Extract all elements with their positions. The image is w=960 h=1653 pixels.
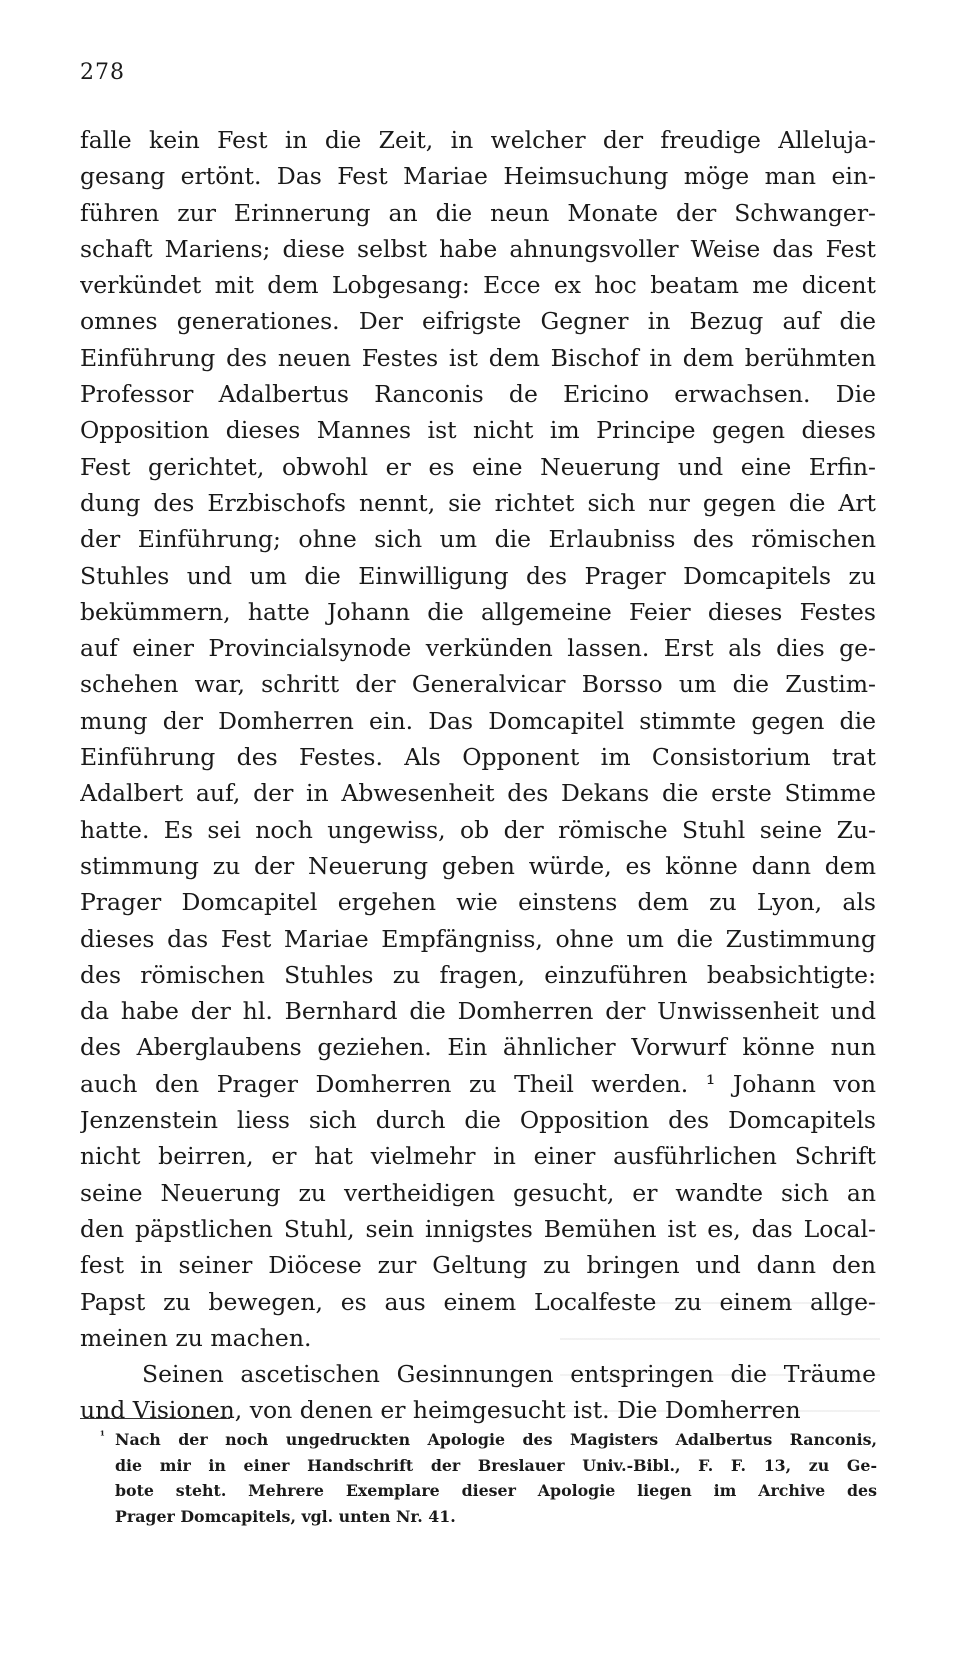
text-line: Stuhles und um die Einwilligung des Prager Domcapitels zu — [80, 561, 876, 590]
text-line: bekümmern, hatte Johann die allgemeine Feier dieses Festes — [80, 597, 876, 626]
footnote-marker: ¹ — [100, 1429, 105, 1442]
text-line: Professor Adalbertus Ranconis de Ericino erwachsen. Die — [80, 380, 876, 409]
text-line: mung der Domherren ein. Das Domcapitel stimmte gegen die — [80, 706, 876, 735]
footnote-line: Prager Domcapitels, vgl. unten Nr. 41. — [115, 1506, 456, 1526]
text-line: Einführung des neuen Festes ist dem Bischof in dem berühmten — [80, 343, 876, 372]
text-line: Einführung des Festes. Als Opponent im Consistorium trat — [80, 743, 876, 772]
footnote-text — [115, 1427, 877, 1529]
text-line: führen zur Erinnerung an die neun Monate der Schwanger- — [80, 198, 876, 227]
text-line: nicht beirren, er hat vielmehr in einer ausführlichen Schrift — [80, 1142, 876, 1171]
text-line: auch den Prager Domherren zu Theil werden. ¹ Johann von — [80, 1069, 876, 1098]
text-line: Opposition dieses Mannes ist nicht im Principe gegen dieses — [80, 416, 876, 445]
text-line: auf einer Provincialsynode verkünden lassen. Erst als dies ge- — [80, 634, 876, 663]
text-line: verkündet mit dem Lobgesang: Ecce ex hoc beatam me dicent — [80, 271, 876, 300]
text-line: Papst zu bewegen, es aus einem Localfeste zu einem allge- — [80, 1287, 876, 1316]
footnote-line: Nach der noch ungedruckten Apologie des Magisters Adalbertus Ranconis, — [115, 1430, 877, 1449]
page-number: 278 — [80, 60, 125, 85]
footnote-rule — [80, 1418, 230, 1419]
body-text — [80, 122, 876, 1429]
text-line: des römischen Stuhles zu fragen, einzuführen beabsichtigte: — [80, 960, 876, 989]
text-line: stimmung zu der Neuerung geben würde, es könne dann dem — [80, 851, 876, 880]
text-line: dung des Erzbischofs nennt, sie richtet sich nur gegen die Art — [80, 488, 876, 517]
text-line: schaft Mariens; diese selbst habe ahnungsvoller Weise das Fest — [80, 234, 876, 263]
text-line: fest in seiner Diöcese zur Geltung zu bringen und dann den — [80, 1251, 876, 1280]
text-line: des Aberglaubens geziehen. Ein ähnlicher Vorwurf könne nun — [80, 1033, 876, 1062]
text-line: Prager Domcapitel ergehen wie einstens dem zu Lyon, als — [80, 888, 876, 917]
text-line: omnes generationes. Der eifrigste Gegner in Bezug auf die — [80, 307, 876, 336]
text-line: den päpstlichen Stuhl, sein innigstes Bemühen ist es, das Local- — [80, 1214, 876, 1243]
text-line: Fest gerichtet, obwohl er es eine Neuerung und eine Erfin- — [80, 452, 876, 481]
text-line: falle kein Fest in die Zeit, in welcher der freudige Alleluja- — [80, 126, 876, 154]
text-line: gesang ertönt. Das Fest Mariae Heimsuchung möge man ein- — [80, 162, 876, 191]
footnote-line: die mir in einer Handschrift der Breslauer Univ.-Bibl., F. F. 13, zu Ge- — [115, 1455, 877, 1475]
text-line: seine Neuerung zu vertheidigen gesucht, er wandte sich an — [80, 1178, 876, 1207]
text-line: meinen zu machen. — [80, 1323, 312, 1352]
footnote-line: bote steht. Mehrere Exemplare dieser Apologie liegen im Archive des — [115, 1481, 877, 1501]
text-line: hatte. Es sei noch ungewiss, ob der römische Stuhl seine Zu- — [80, 815, 876, 844]
text-line: schehen war, schritt der Generalvicar Borsso um die Zustim- — [80, 670, 876, 699]
text-line: dieses das Fest Mariae Empfängniss, ohne um die Zustimmung — [80, 924, 876, 953]
text-line: da habe der hl. Bernhard die Domherren der Unwissenheit und — [80, 997, 876, 1026]
text-line: Adalbert auf, der in Abwesenheit des Dekans die erste Stimme — [80, 779, 876, 808]
text-line: und Visionen, von denen er heimgesucht ist. Die Domherren — [80, 1396, 801, 1425]
text-line: der Einführung; ohne sich um die Erlaubniss des römischen — [80, 525, 876, 554]
text-line: Jenzenstein liess sich durch die Opposition des Domcapitels — [80, 1106, 876, 1135]
text-line: Seinen ascetischen Gesinnungen entspringen die Träume — [142, 1360, 876, 1389]
